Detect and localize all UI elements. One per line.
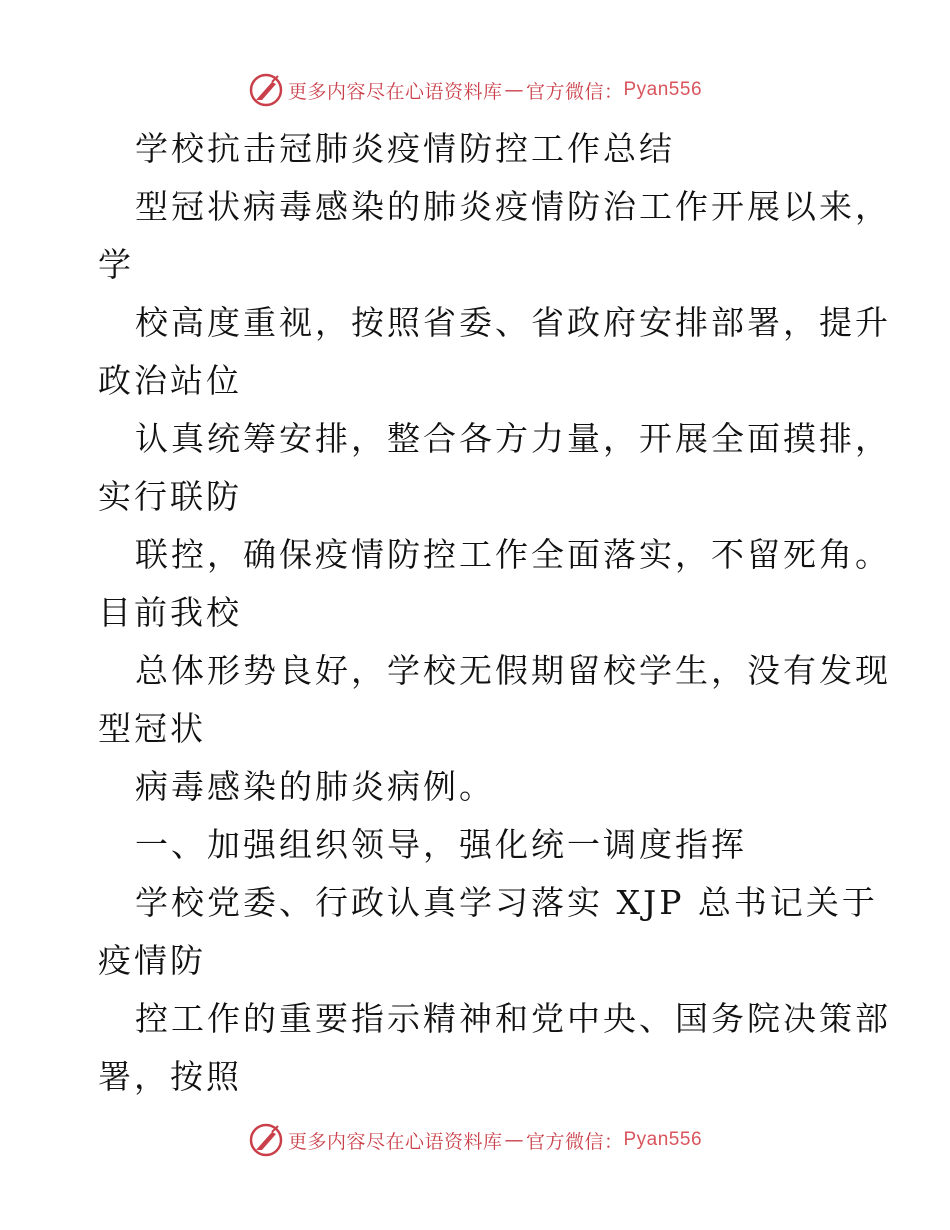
- text-line: 学校党委、行政认真学习落实 XJP 总书记关于: [135, 883, 878, 922]
- document-body: [98, 120, 891, 1106]
- banner-separator: —: [504, 79, 524, 101]
- text-line: 署，按照: [98, 1057, 242, 1096]
- text-line: 型冠状: [98, 709, 206, 748]
- text-line: 目前我校: [98, 593, 242, 632]
- banner-wechat-id: Pyan556: [623, 1129, 703, 1150]
- text-line: 校高度重视，按照省委、省政府安排部署，提升: [135, 303, 891, 342]
- banner-main-text: 更多内容尽在心语资料库: [287, 80, 503, 103]
- text-line: 学: [98, 245, 134, 284]
- header-watermark: [0, 70, 950, 110]
- text-line: 病毒感染的肺炎病例。: [135, 767, 495, 806]
- text-line: 疫情防: [98, 941, 206, 980]
- text-line: 控工作的重要指示精神和党中央、国务院决策部: [135, 999, 891, 1038]
- banner-wechat-id: Pyan556: [623, 79, 703, 100]
- text-line: 认真统筹安排，整合各方力量，开展全面摸排，: [135, 419, 891, 458]
- banner-wechat-label: 官方微信：: [525, 1130, 624, 1153]
- banner-main-text: 更多内容尽在心语资料库: [287, 1130, 503, 1153]
- text-line: 实行联防: [98, 477, 242, 516]
- section-heading: 一、加强组织领导，强化统一调度指挥: [135, 825, 747, 864]
- text-line: 总体形势良好，学校无假期留校学生，没有发现: [135, 651, 891, 690]
- quill-logo-icon: [248, 1122, 284, 1158]
- document-title: 学校抗击冠肺炎疫情防控工作总结: [135, 129, 675, 168]
- footer-watermark: [0, 1120, 950, 1160]
- quill-logo-icon: [248, 72, 284, 108]
- text-line: 联控，确保疫情防控工作全面落实，不留死角。: [135, 535, 891, 574]
- text-line: 政治站位: [98, 361, 242, 400]
- banner-wechat-label: 官方微信：: [525, 80, 624, 103]
- text-line: 型冠状病毒感染的肺炎疫情防治工作开展以来，: [135, 187, 891, 226]
- banner-separator: —: [504, 1129, 524, 1151]
